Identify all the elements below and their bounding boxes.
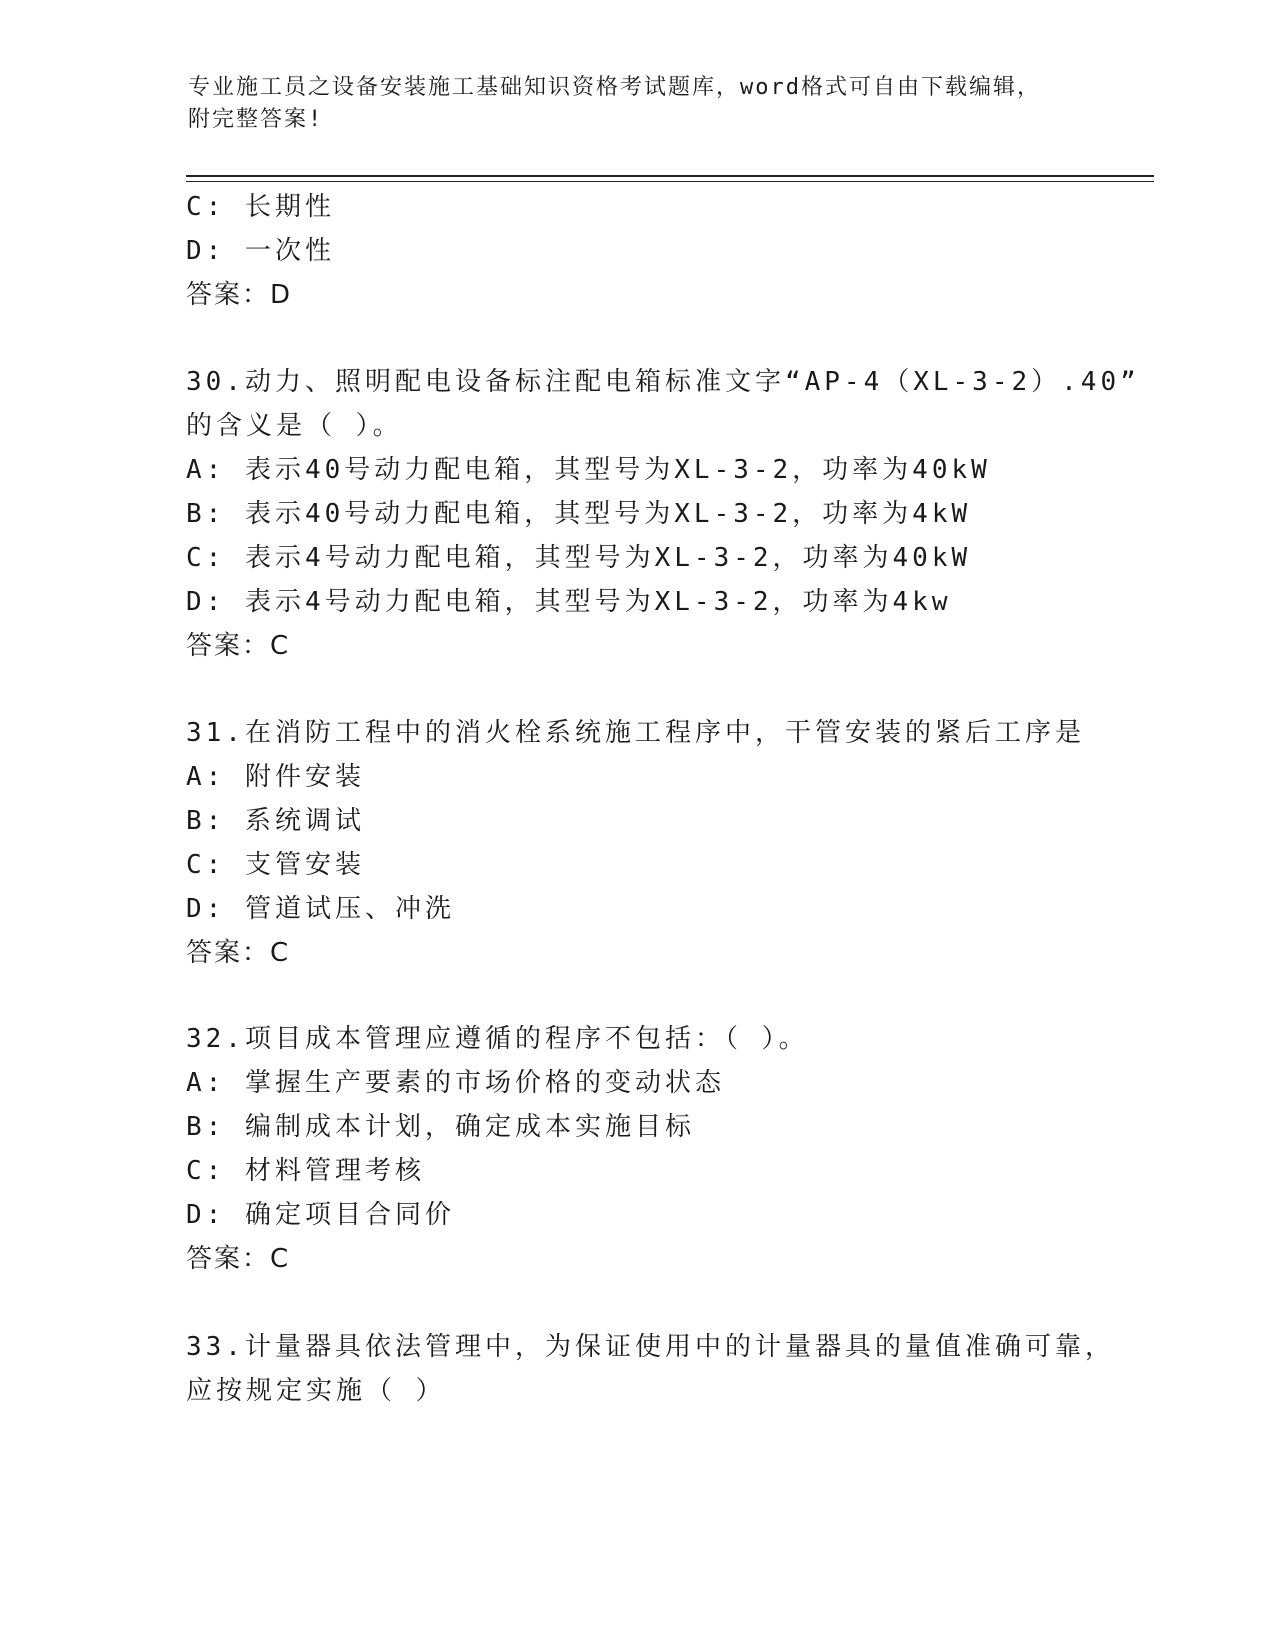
question-31: 31.在消防工程中的消火栓系统施工程序中，干管安装的紧后工序是 [186,718,1085,748]
answer-line: 答案：D [186,280,293,310]
document-header [188,72,1068,136]
option-d: D: 管道试压、冲洗 [186,894,455,924]
question-30: 30.动力、照明配电设备标注配电箱标准文字“AP-4（XL-3-2）.40” [186,367,1140,397]
option-a: A: 表示40号动力配电箱，其型号为XL-3-2，功率为40kW [186,455,991,485]
option-b: B: 编制成本计划，确定成本实施目标 [186,1112,695,1142]
option-c: C: 材料管理考核 [186,1156,425,1186]
option-c: C: 长期性 [186,192,335,222]
header-line-2: 附完整答案! [188,107,324,132]
header-line-1: 专业施工员之设备安装施工基础知识资格考试题库，word格式可自由下载编辑， [188,75,1041,100]
option-b: B: 系统调试 [186,806,365,836]
header-divider [186,175,1154,177]
question-32: 32.项目成本管理应遵循的程序不包括：（ ）。 [186,1024,809,1054]
header-divider-thin [186,181,1154,182]
answer-line: 答案：C [186,938,291,968]
option-d: D: 表示4号动力配电箱，其型号为XL-3-2，功率为4kw [186,587,952,617]
option-a: A: 掌握生产要素的市场价格的变动状态 [186,1068,725,1098]
option-d: D: 一次性 [186,236,335,266]
option-c: C: 表示4号动力配电箱，其型号为XL-3-2，功率为40kW [186,543,972,573]
option-a: A: 附件安装 [186,762,365,792]
answer-line: 答案：C [186,631,291,661]
option-b: B: 表示40号动力配电箱，其型号为XL-3-2，功率为4kW [186,499,972,529]
question-33: 33.计量器具依法管理中，为保证使用中的计量器具的量值准确可靠， [186,1332,1115,1362]
answer-line: 答案：C [186,1244,291,1274]
option-c: C: 支管安装 [186,850,365,880]
question-33-cont: 应按规定实施（ ） [186,1376,446,1406]
option-d: D: 确定项目合同价 [186,1200,455,1230]
question-30-cont: 的含义是（ ）。 [186,411,403,441]
